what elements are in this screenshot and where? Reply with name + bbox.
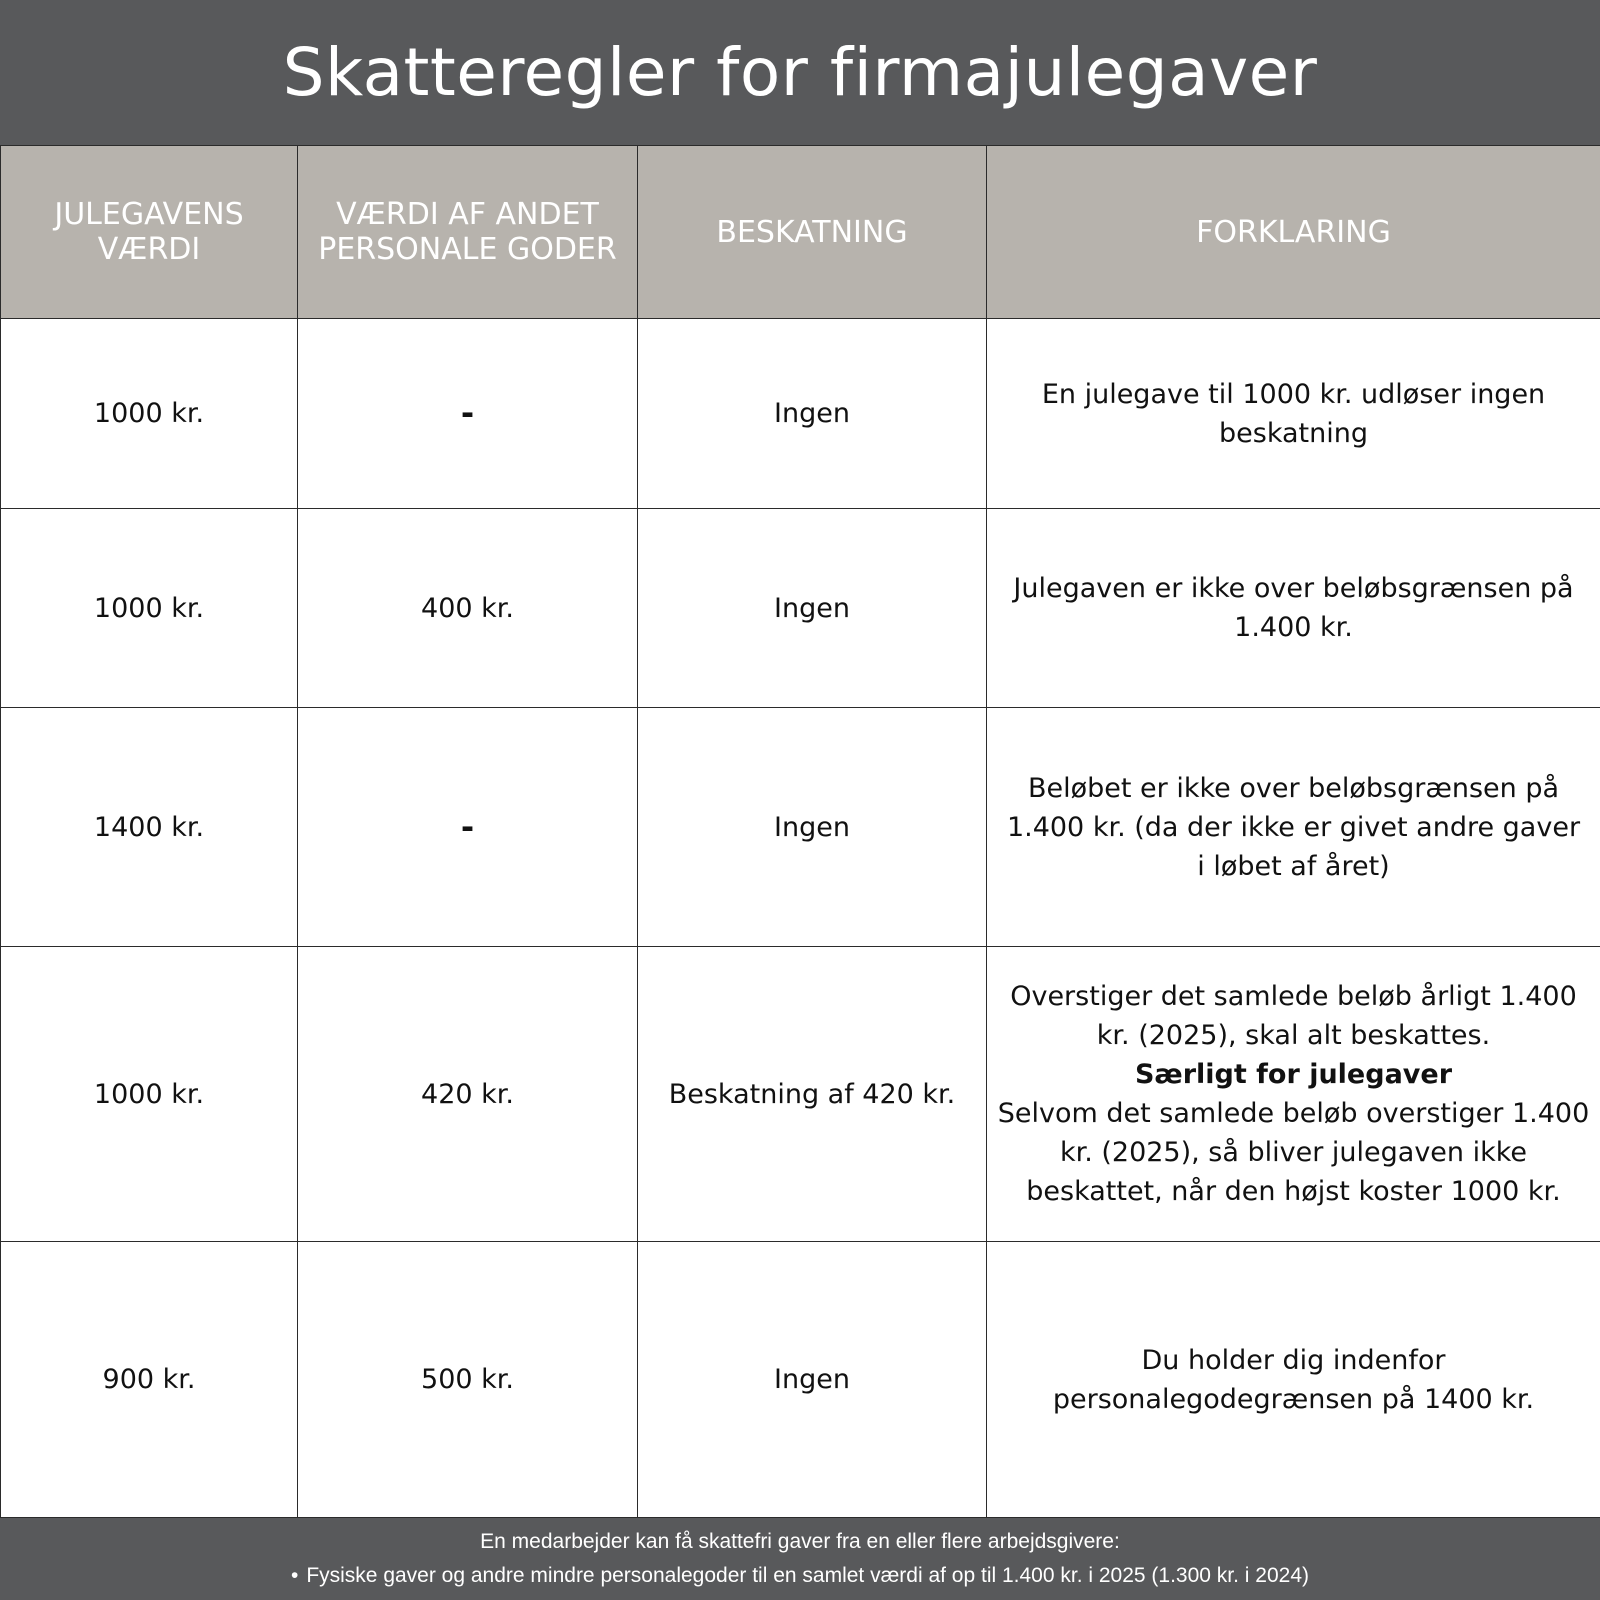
table-header-row — [1, 146, 1600, 319]
tax-rules-table — [0, 145, 1600, 1518]
table-row — [1, 319, 1600, 509]
other-goods-cell: - — [298, 708, 638, 947]
other-goods-cell: 500 kr. — [298, 1242, 638, 1518]
gift-value-cell: 1400 kr. — [1, 708, 298, 947]
explanation-cell: En julegave til 1000 kr. udløser ingen beskatning — [987, 319, 1600, 509]
footer-bullet-item — [0, 1564, 1600, 1588]
other-goods-cell: 420 kr. — [298, 947, 638, 1242]
page-title: Skatteregler for firmajulegaver — [0, 0, 1600, 145]
explanation-cell: Du holder dig indenfor personalegodegrænsen på 1400 kr. — [987, 1242, 1600, 1518]
header-taxation: BESKATNING — [638, 146, 987, 319]
other-goods-cell: 400 kr. — [298, 509, 638, 708]
gift-value-cell: 1000 kr. — [1, 509, 298, 708]
header-other-goods: VÆRDI AF ANDET PERSONALE GODER — [298, 146, 638, 319]
taxation-cell: Ingen — [638, 319, 987, 509]
table-row — [1, 1242, 1600, 1518]
header-gift-value: JULEGAVENS VÆRDI — [1, 146, 298, 319]
footer-intro: En medarbejder kan få skattefri gaver fra en eller flere arbejdsgivere: — [480, 1530, 1120, 1553]
explanation-intro: Overstiger det samlede beløb årligt 1.400 kr. (2025), skal alt beskattes. — [1010, 981, 1577, 1051]
table-row — [1, 708, 1600, 947]
table-row — [1, 509, 1600, 708]
footer-note — [0, 1518, 1600, 1600]
explanation-cell: Beløbet er ikke over beløbsgrænsen på 1.400 kr. (da der ikke er givet andre gaver i løbet af året) — [987, 708, 1600, 947]
footer-bullet-text: Fysiske gaver og andre mindre personalegoder til en samlet værdi af op til 1.400 kr. i 2025 (1.300 kr. i 2024) — [306, 1564, 1310, 1587]
gift-value-cell: 900 kr. — [1, 1242, 298, 1518]
explanation-heading: Særligt for julegaver — [1134, 1059, 1453, 1090]
explanation-cell: Julegaven er ikke over beløbsgrænsen på 1.400 kr. — [987, 509, 1600, 708]
bullet-icon: • — [290, 1564, 299, 1587]
taxation-cell: Ingen — [638, 509, 987, 708]
taxation-cell: Ingen — [638, 708, 987, 947]
taxation-cell: Ingen — [638, 1242, 987, 1518]
table-row — [1, 947, 1600, 1242]
gift-value-cell: 1000 kr. — [1, 947, 298, 1242]
gift-value-cell: 1000 kr. — [1, 319, 298, 509]
taxation-cell: Beskatning af 420 kr. — [638, 947, 987, 1242]
explanation-cell — [987, 947, 1600, 1242]
header-explanation: FORKLARING — [987, 146, 1600, 319]
explanation-detail: Selvom det samlede beløb overstiger 1.400 kr. (2025), så bliver julegaven ikke beskattet, når den højst koster 1000 kr. — [997, 1098, 1590, 1207]
other-goods-cell: - — [298, 319, 638, 509]
